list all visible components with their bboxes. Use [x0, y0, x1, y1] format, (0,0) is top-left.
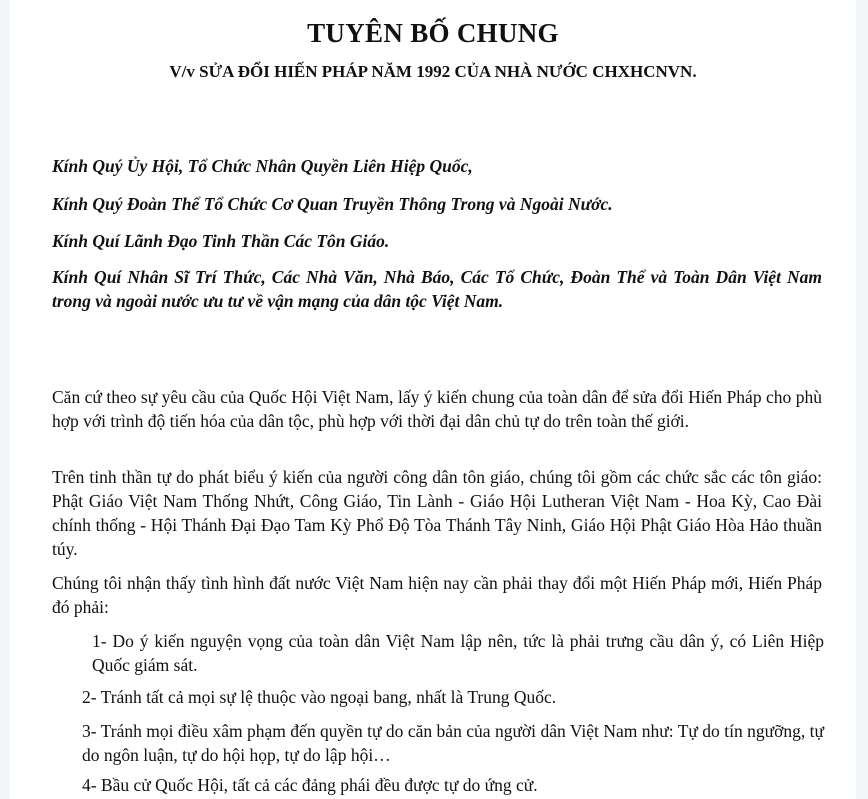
- list-item: 4- Bầu cử Quốc Hội, tất cả các đảng phái đều được tự do ứng cử.: [82, 775, 538, 795]
- body-paragraph: Căn cứ theo sự yêu cầu của Quốc Hội Việt Nam, lấy ý kiến chung của toàn dân để sửa đổi Hiến Pháp cho phù hợp với trình độ tiến hóa của dân tộc, phù hợp với thời đại dân chủ tự do trên toàn thế giới.: [52, 387, 822, 431]
- body-paragraph: Trên tinh thần tự do phát biểu ý kiến của người công dân tôn giáo, chúng tôi gồm các chức sắc các tôn giáo: Phật Giáo Việt Nam Thống Nhứt, Công Giáo, Tin Lành - Giáo Hội Lutheran Việt Nam - Hoa Kỳ, Cao Đài chính thống - Hội Thánh Đại Đạo Tam Kỳ Phổ Độ Tòa Thánh Tây Ninh, Giáo Hội Phật Giáo Hòa Hảo thuần túy.: [52, 467, 822, 559]
- greeting-line: Kính Quý Ủy Hội, Tổ Chức Nhân Quyền Liên Hiệp Quốc,: [52, 156, 473, 176]
- greeting-line: Kính Quí Nhân Sĩ Trí Thức, Các Nhà Văn, Nhà Báo, Các Tổ Chức, Đoàn Thể và Toàn Dân Việt Nam trong và ngoài nước ưu tư về vận mạng của dân tộc Việt Nam.: [52, 267, 822, 311]
- document-title: TUYÊN BỐ CHUNG: [307, 18, 559, 48]
- document-page: [10, 0, 856, 799]
- document-subtitle: V/v SỬA ĐỔI HIẾN PHÁP NĂM 1992 CỦA NHÀ NƯỚC CHXHCNVN.: [169, 62, 697, 81]
- body-paragraph: Chúng tôi nhận thấy tình hình đất nước Việt Nam hiện nay cần phải thay đổi một Hiến Pháp mới, Hiến Pháp đó phải:: [52, 573, 822, 617]
- greeting-line: Kính Quí Lãnh Đạo Tinh Thần Các Tôn Giáo.: [52, 231, 390, 251]
- greeting-line: Kính Quý Đoàn Thể Tổ Chức Cơ Quan Truyền Thông Trong và Ngoài Nước.: [52, 194, 613, 214]
- list-item: 3- Tránh mọi điều xâm phạm đến quyền tự do căn bản của người dân Việt Nam như: Tự do tín ngưỡng, tự do ngôn luận, tự do hội họp, tự do lập hội…: [82, 721, 824, 765]
- list-item: 1- Do ý kiến nguyện vọng của toàn dân Việt Nam lập nên, tức là phải trưng cầu dân ý, có Liên Hiệp Quốc giám sát.: [92, 631, 824, 675]
- list-item: 2- Tránh tất cả mọi sự lệ thuộc vào ngoại bang, nhất là Trung Quốc.: [82, 687, 557, 707]
